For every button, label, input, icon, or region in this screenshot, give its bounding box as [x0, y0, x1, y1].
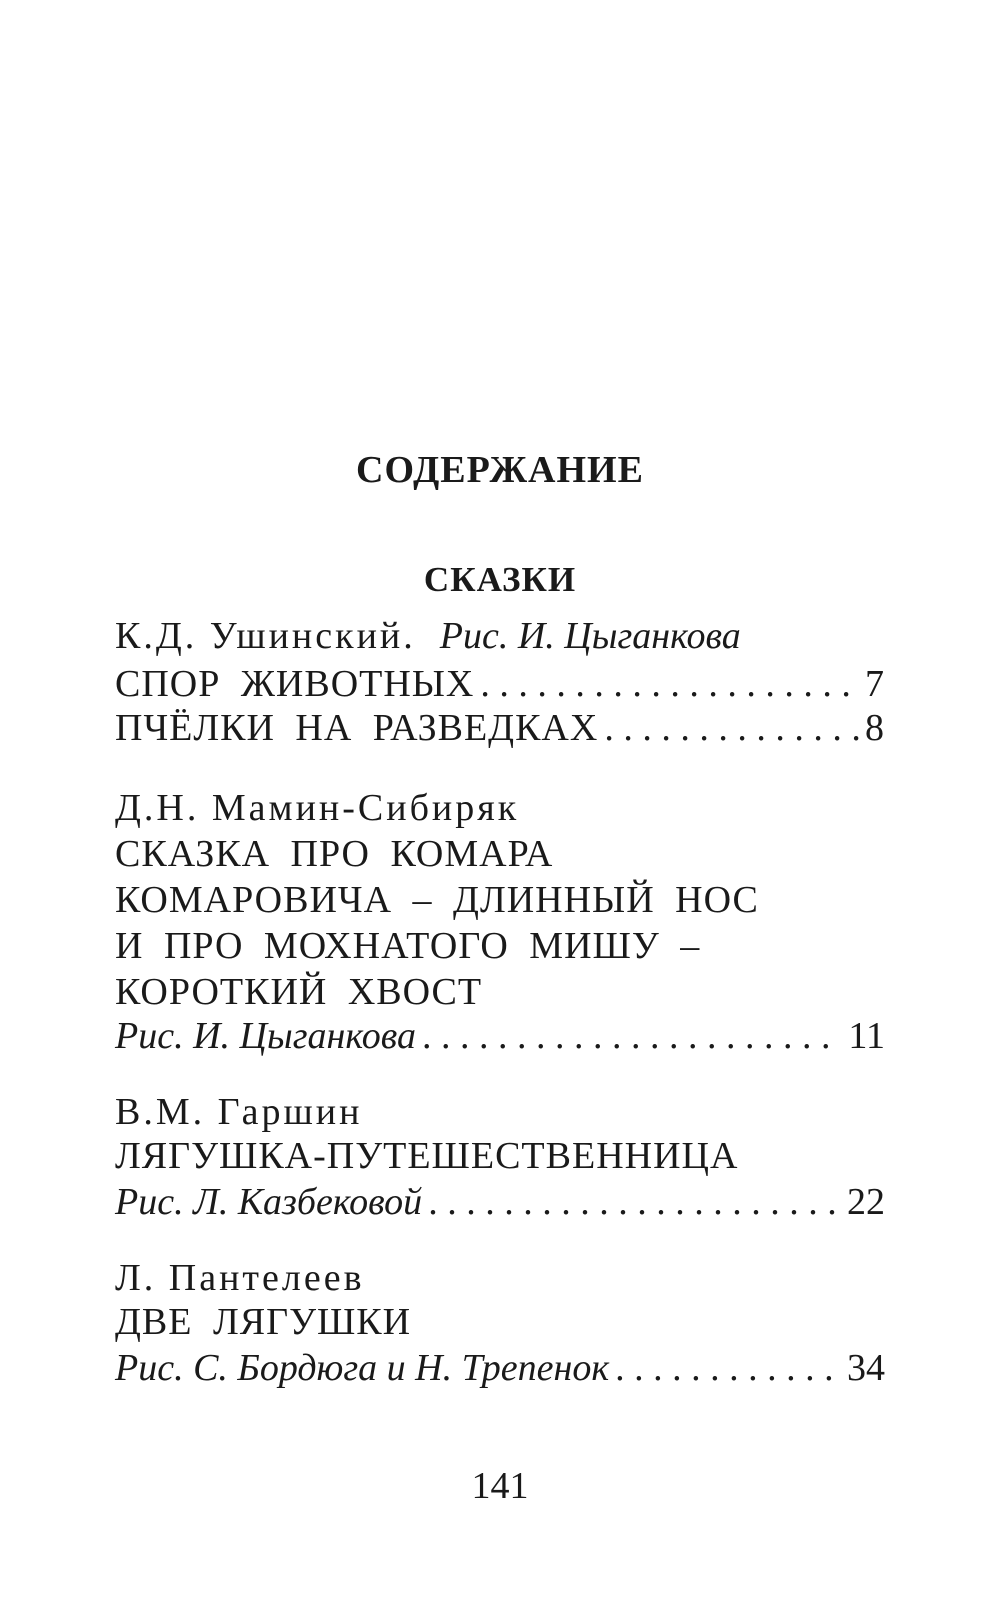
entry-title: СПОР ЖИВОТНЫХ	[115, 663, 475, 705]
author-name: К.Д. Ушинский.	[115, 615, 416, 657]
entry-title-line[interactable]: ЛЯГУШКА-ПУТЕШЕСТВЕННИЦА	[115, 1135, 739, 1177]
author-line	[115, 1254, 885, 1302]
entry-title: ПЧЁЛКИ НА РАЗВЕДКАХ	[115, 707, 599, 749]
author-name: Л. Пантелеев	[115, 1257, 365, 1299]
page-number: 22	[847, 1181, 885, 1223]
toc-entry[interactable]	[115, 1012, 885, 1060]
toc-entry[interactable]	[115, 704, 885, 752]
page-number: 34	[847, 1347, 885, 1389]
page-number: 8	[865, 707, 885, 749]
illustrator-credit: Рис. И. Цыганкова	[439, 615, 741, 657]
dot-leader	[615, 1344, 841, 1392]
author-name: В.М. Гаршин	[115, 1091, 363, 1133]
entry-title-line[interactable]: КОРОТКИЙ ХВОСТ	[115, 971, 483, 1013]
illustrator-credit: Рис. И. Цыганкова	[115, 1015, 416, 1057]
entry-title-line[interactable]: ДВЕ ЛЯГУШКИ	[115, 1301, 412, 1343]
entry-title-line[interactable]: КОМАРОВИЧА – ДЛИННЫЙ НОС	[115, 879, 759, 921]
author-line	[115, 1088, 885, 1136]
toc-entry[interactable]	[115, 1178, 885, 1226]
page-number: 11	[848, 1015, 885, 1057]
section-heading: СКАЗКИ	[423, 560, 577, 599]
contents-heading: СОДЕРЖАНИЕ	[356, 449, 644, 491]
entry-title-line[interactable]: И ПРО МОХНАТОГО МИШУ –	[115, 925, 701, 967]
author-name: Д.Н. Мамин-Сибиряк	[115, 787, 520, 829]
toc-entry[interactable]	[115, 660, 885, 708]
page-folio: 141	[471, 1465, 529, 1507]
toc-entry[interactable]	[115, 1344, 885, 1392]
illustrator-credit: Рис. Л. Казбековой	[115, 1181, 423, 1223]
author-line	[115, 612, 885, 660]
dot-leader	[604, 704, 859, 752]
dot-leader	[428, 1178, 841, 1226]
page-number: 7	[865, 663, 885, 705]
dot-leader	[480, 660, 859, 708]
author-line	[115, 784, 885, 832]
entry-title-line[interactable]: СКАЗКА ПРО КОМАРА	[115, 833, 554, 875]
illustrator-credit: Рис. С. Бордюга и Н. Трепенок	[115, 1347, 610, 1389]
dot-leader	[422, 1012, 842, 1060]
